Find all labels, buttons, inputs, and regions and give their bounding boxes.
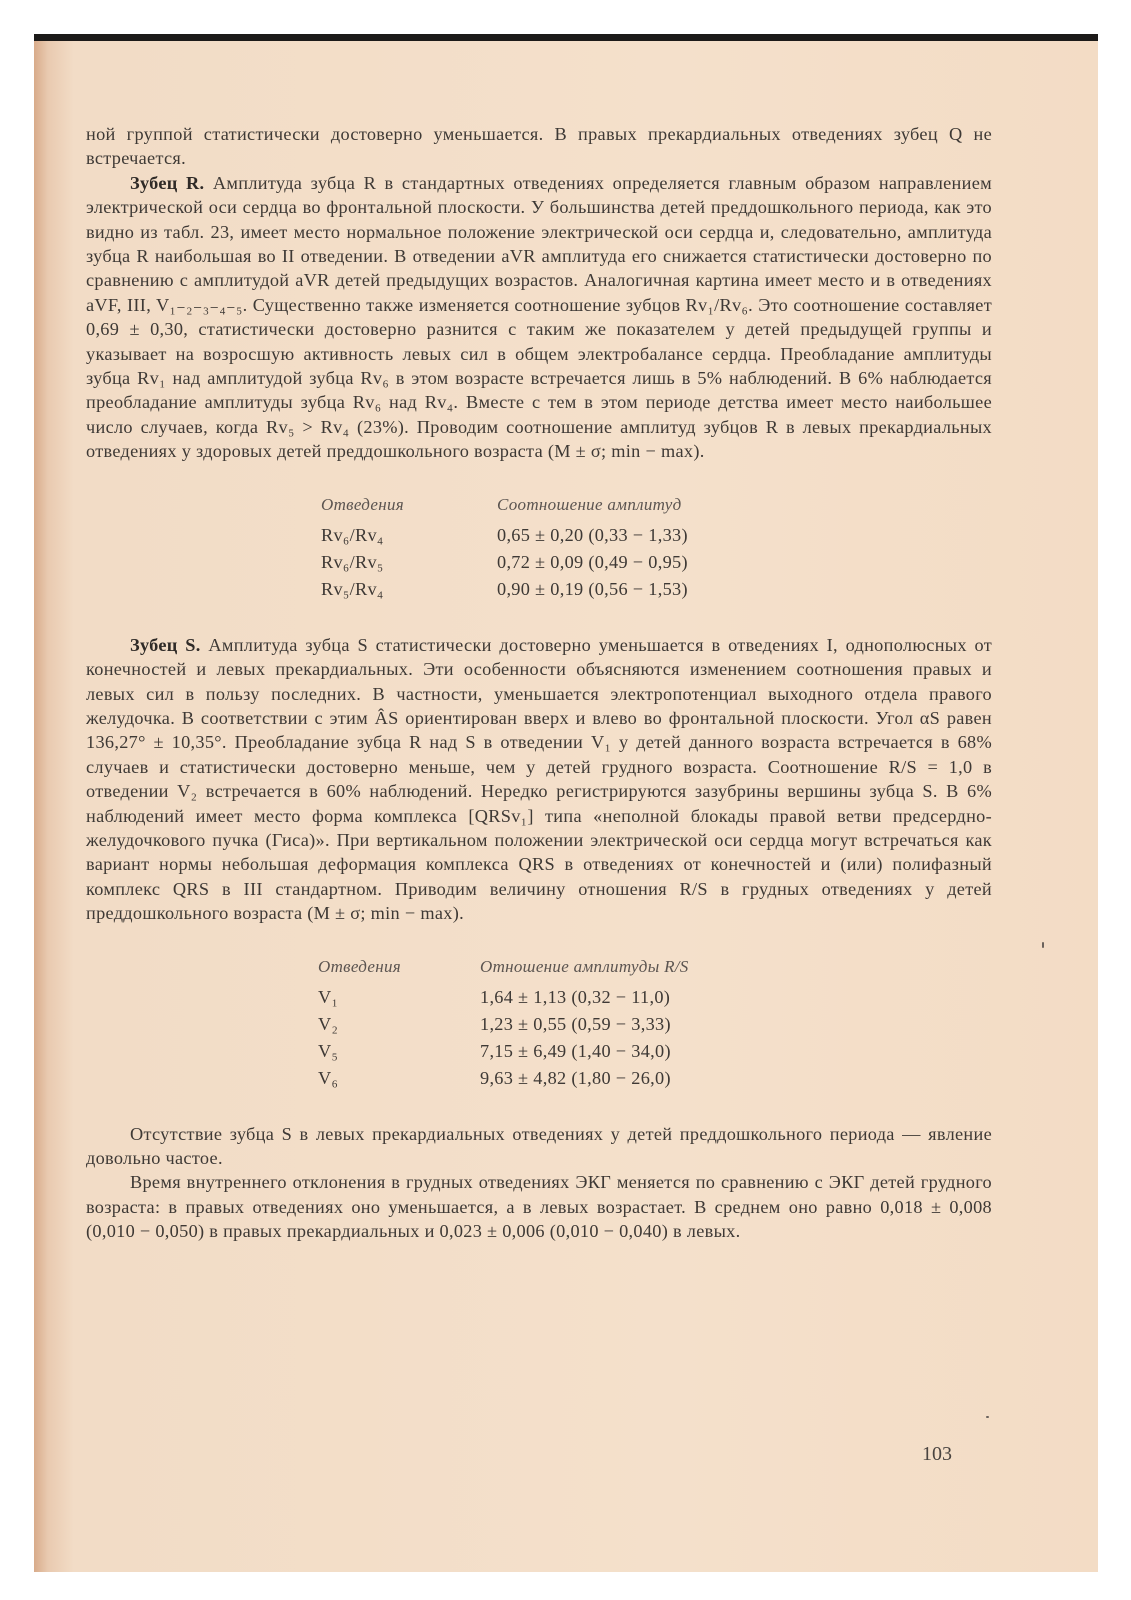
col-header-leads: Отведения xyxy=(321,494,404,514)
paragraph-2-body: Амплитуда зубца R в стандартных отведениях определяется главным образом направлением электрической оси сердца во фронтальной плоскости. У большинства детей преддошкольного периода, как это видно из табл. 23, имеет место нормальное положение электрической оси сердца и, следовательно, амплитуда зубца R наибольшая во II отведении. В отведении aVR амплитуда его снижается статистически достоверно по сравнению с амплитудой aVR детей предыдущих возрастов. Аналогичная картина имеет место и в отведениях aVF, III, V₁₋₂₋₃₋₄₋₅. Существенно также изменяется соотношение зубцов Rv₁/Rv₆. Это соотношение составляет 0,69 ± 0,30, статистически достоверно разнится с таким же показателем у детей предыдущей группы и указывает на возросшую активность левых сил в общем электробалансе сердца. Преобладание амплитуды зубца Rv₁ над амплитудой зубца Rv₆ в этом возрасте встречается лишь в 5% наблюдений. В 6% наблюдается преобладание амплитуды зубца Rv₆ над Rv₄. Вместе с тем в этом периоде детства имеет место наибольшее число случаев, когда Rv₅ > Rv₄ (23%). Проводим соотношение амплитуд зубцов R в левых прекардиальных отведениях у здоровых детей преддошкольного возраста (M ± σ; min − max). xyxy=(86,172,993,462)
lead-cell: V₂ xyxy=(318,1013,339,1034)
paragraph-5: Время внутреннего отклонения в грудных отведениях ЭКГ меняется по сравнению с ЭКГ детей грудного возраста: в правых отведениях оно уменьшается, а в левых возрастает. В среднем оно равно 0,018 ± 0,008 (0,010 − 0,050) в правых прекардиальных и 0,023 ± 0,006 (0,010 − 0,040) в левых. xyxy=(86,1172,992,1242)
table-row xyxy=(86,1065,992,1092)
value-cell: 7,15 ± 6,49 (1,40 − 34,0) xyxy=(480,1040,671,1061)
value-cell: 1,64 ± 1,13 (0,32 − 11,0) xyxy=(480,986,671,1007)
table-row xyxy=(86,576,992,603)
table-row xyxy=(86,984,992,1011)
lead-cell: Rv₆/Rv₄ xyxy=(321,524,384,545)
table-row xyxy=(86,522,992,549)
table-rs-ratios xyxy=(86,954,992,1092)
lead-cell: V₆ xyxy=(318,1067,339,1088)
table-header xyxy=(86,492,992,519)
paper-speck xyxy=(1042,942,1044,948)
table-row xyxy=(86,1038,992,1065)
page-number: 103 xyxy=(922,1443,952,1465)
paragraph-4: Отсутствие зубца S в левых прекардиальных отведениях у детей преддошкольного периода — явление довольно частое. xyxy=(86,1123,992,1168)
lead-cell: Rv₆/Rv₅ xyxy=(321,551,384,572)
lead-cell: V₅ xyxy=(318,1040,339,1061)
paper-speck xyxy=(986,1416,989,1418)
col-header-ratio: Соотношение амплитуд xyxy=(497,494,682,514)
col-header-leads: Отведения xyxy=(318,956,401,976)
value-cell: 0,72 ± 0,09 (0,49 − 0,95) xyxy=(497,551,688,572)
lead-cell: Rv₅/Rv₄ xyxy=(321,578,384,599)
paragraph-1: ной группой статистически достоверно уменьшается. В правых прекардиальных отведениях зубец Q не встречается. xyxy=(86,124,992,169)
heading-s-wave: Зубец S. xyxy=(130,634,201,655)
paragraph-3-body: Амплитуда зубца S статистически достоверно уменьшается в отведениях I, однополюсных от конечностей и левых прекардиальных. Эти особенности объясняются изменением соотношения правых и левых сил в пользу последних. В частности, уменьшается электропотенциал выходного отдела правого желудочка. В соответствии с этим ÂS ориентирован вверх и влево во фронтальной плоскости. Угол αS равен 136,27° ± 10,35°. Преобладание зубца R над S в отведении V₁ у детей данного возраста встречается в 68% случаев и статистически достоверно меньше, чем у детей грудного возраста. Соотношение R/S = 1,0 в отведении V₂ встречается в 60% наблюдений. Нередко регистрируются зазубрины вершины зубца S. В 6% наблюдений имеет место форма комплекса [QRSv₁] типа «неполной блокады правой ветви предсердно-желудочкового пучка (Гиса)». При вертикальном положении электрической оси сердца могут встречаться как вариант нормы небольшая деформация комплекса QRS в отведениях от конечностей и (или) полифазный комплекс QRS в III стандартном. Приводим величину отношения R/S в грудных отведениях у детей преддошкольного возраста (M ± σ; min − max). xyxy=(86,634,992,924)
value-cell: 0,90 ± 0,19 (0,56 − 1,53) xyxy=(497,578,688,599)
table-row xyxy=(86,549,992,576)
paragraph-2 xyxy=(86,171,992,464)
heading-r-wave: Зубец R. xyxy=(130,172,205,193)
top-edge-shadow xyxy=(34,34,1098,41)
value-cell: 9,63 ± 4,82 (1,80 − 26,0) xyxy=(480,1067,671,1088)
scanned-page xyxy=(34,34,1098,1572)
table-header xyxy=(86,954,992,981)
table-row xyxy=(86,1011,992,1038)
value-cell: 0,65 ± 0,20 (0,33 − 1,33) xyxy=(497,524,688,545)
lead-cell: V₁ xyxy=(318,986,339,1007)
paragraph-3 xyxy=(86,633,992,926)
page-text xyxy=(86,122,992,1244)
col-header-ratio: Отношение амплитуды R/S xyxy=(480,956,689,976)
value-cell: 1,23 ± 0,55 (0,59 − 3,33) xyxy=(480,1013,671,1034)
table-r-ratios xyxy=(86,492,992,603)
